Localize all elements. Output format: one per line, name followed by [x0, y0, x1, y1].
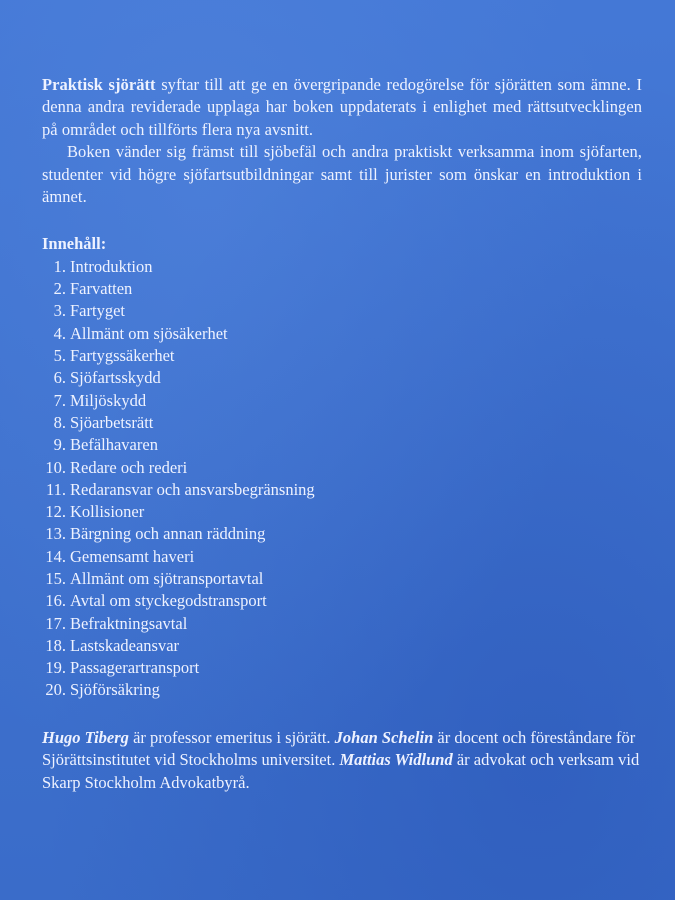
toc-item-number: 4.: [53, 323, 66, 343]
toc-item-number: 20.: [45, 680, 66, 700]
toc-item-number: 19.: [45, 658, 66, 678]
author-name-2: Johan Schelin: [334, 727, 434, 747]
author-bio-paragraph: [42, 727, 642, 795]
table-of-contents: [42, 233, 642, 701]
toc-item: [42, 457, 642, 479]
description-paragraph-2: Boken vänder sig främst till sjöbefäl och andra praktiskt verksamma inom sjöfarten, studenter vid högre sjöfartsutbildningar samt till jurister som önskar en introduktion i ämnet.: [42, 142, 642, 207]
toc-item-label: Redare och rederi: [70, 457, 188, 477]
author-bio-2: är docent och föreståndare för Sjörättsinstitutet vid Stockholms universitet.: [42, 727, 636, 770]
toc-item-label: Fartygssäkerhet: [70, 346, 175, 366]
toc-item-number: 10.: [45, 457, 66, 477]
toc-item: [42, 479, 642, 501]
toc-item-label: Fartyget: [70, 301, 125, 321]
toc-item-label: Avtal om styckegodstransport: [70, 591, 267, 611]
toc-item: [42, 613, 642, 635]
toc-item-label: Sjöarbetsrätt: [70, 412, 154, 432]
toc-item-label: Miljöskydd: [70, 390, 147, 410]
toc-item: [42, 278, 642, 300]
toc-item: [42, 323, 642, 345]
toc-item: [42, 412, 642, 434]
toc-item-label: Bärgning och annan räddning: [70, 524, 266, 544]
book-description: [42, 74, 642, 208]
book-title: Praktisk sjörätt: [42, 75, 156, 94]
toc-item: [42, 367, 642, 389]
toc-item-number: 14.: [45, 546, 66, 566]
author-bios: [42, 727, 642, 795]
toc-item: [42, 523, 642, 545]
toc-item-number: 11.: [45, 479, 66, 499]
author-name-3: Mattias Widlund: [339, 750, 453, 770]
toc-item-label: Befraktningsavtal: [70, 613, 188, 633]
toc-item-number: 1.: [53, 256, 66, 276]
toc-item-number: 13.: [45, 524, 66, 544]
toc-item-label: Sjöförsäkring: [70, 680, 160, 700]
author-bio-1: är professor emeritus i sjörätt.: [128, 727, 335, 747]
author-bio-3: är advokat och verksam vid Skarp Stockholm Advokatbyrå.: [42, 750, 640, 792]
toc-item-label: Farvatten: [70, 279, 133, 299]
toc-item: [42, 657, 642, 679]
toc-item: [42, 546, 642, 568]
toc-list: [42, 256, 642, 702]
toc-item: [42, 501, 642, 523]
toc-item-label: Gemensamt haveri: [70, 546, 195, 566]
toc-item-number: 3.: [53, 301, 66, 321]
toc-item: [42, 390, 642, 412]
toc-item-number: 6.: [53, 368, 66, 388]
toc-heading: Innehåll:: [42, 234, 107, 254]
toc-item-label: Allmänt om sjösäkerhet: [70, 323, 228, 343]
toc-item-label: Allmänt om sjötransportavtal: [70, 569, 264, 588]
toc-item-label: Passagerartransport: [70, 658, 200, 678]
toc-item-number: 2.: [53, 279, 66, 299]
toc-item-label: Befälhavaren: [70, 435, 158, 455]
toc-item-label: Lastskadeansvar: [70, 635, 180, 655]
author-name-1: Hugo Tiberg: [42, 727, 129, 747]
toc-item-number: 8.: [53, 412, 66, 432]
toc-item-number: 9.: [53, 435, 66, 455]
toc-item-number: 15.: [45, 569, 66, 588]
toc-item: [42, 635, 642, 657]
toc-item-label: Sjöfartsskydd: [70, 368, 161, 388]
back-cover: [42, 74, 642, 795]
toc-item-number: 12.: [45, 502, 66, 522]
toc-item-label: Redaransvar och ansvarsbegränsning: [70, 479, 315, 499]
toc-item: [42, 434, 642, 456]
toc-item-label: Kollisioner: [70, 502, 145, 522]
toc-item: [42, 568, 642, 590]
toc-item-number: 5.: [53, 346, 66, 366]
toc-item-number: 18.: [45, 635, 66, 655]
description-paragraph-1: [42, 74, 642, 141]
description-paragraph-1-text: syftar till att ge en övergripande redogörelse för sjörätten som ämne. I denna andra reviderade upplaga har boken uppdaterats i enlighet med rättsutvecklingen på området och tillförts flera nya avsnitt.: [42, 75, 642, 139]
toc-item-label: Introduktion: [70, 256, 153, 276]
toc-item-number: 17.: [45, 613, 66, 633]
toc-item-number: 16.: [45, 591, 66, 611]
toc-item: [42, 256, 642, 278]
toc-item: [42, 590, 642, 612]
toc-item: [42, 679, 642, 701]
toc-item: [42, 300, 642, 322]
toc-item-number: 7.: [53, 390, 66, 410]
toc-item: [42, 345, 642, 367]
